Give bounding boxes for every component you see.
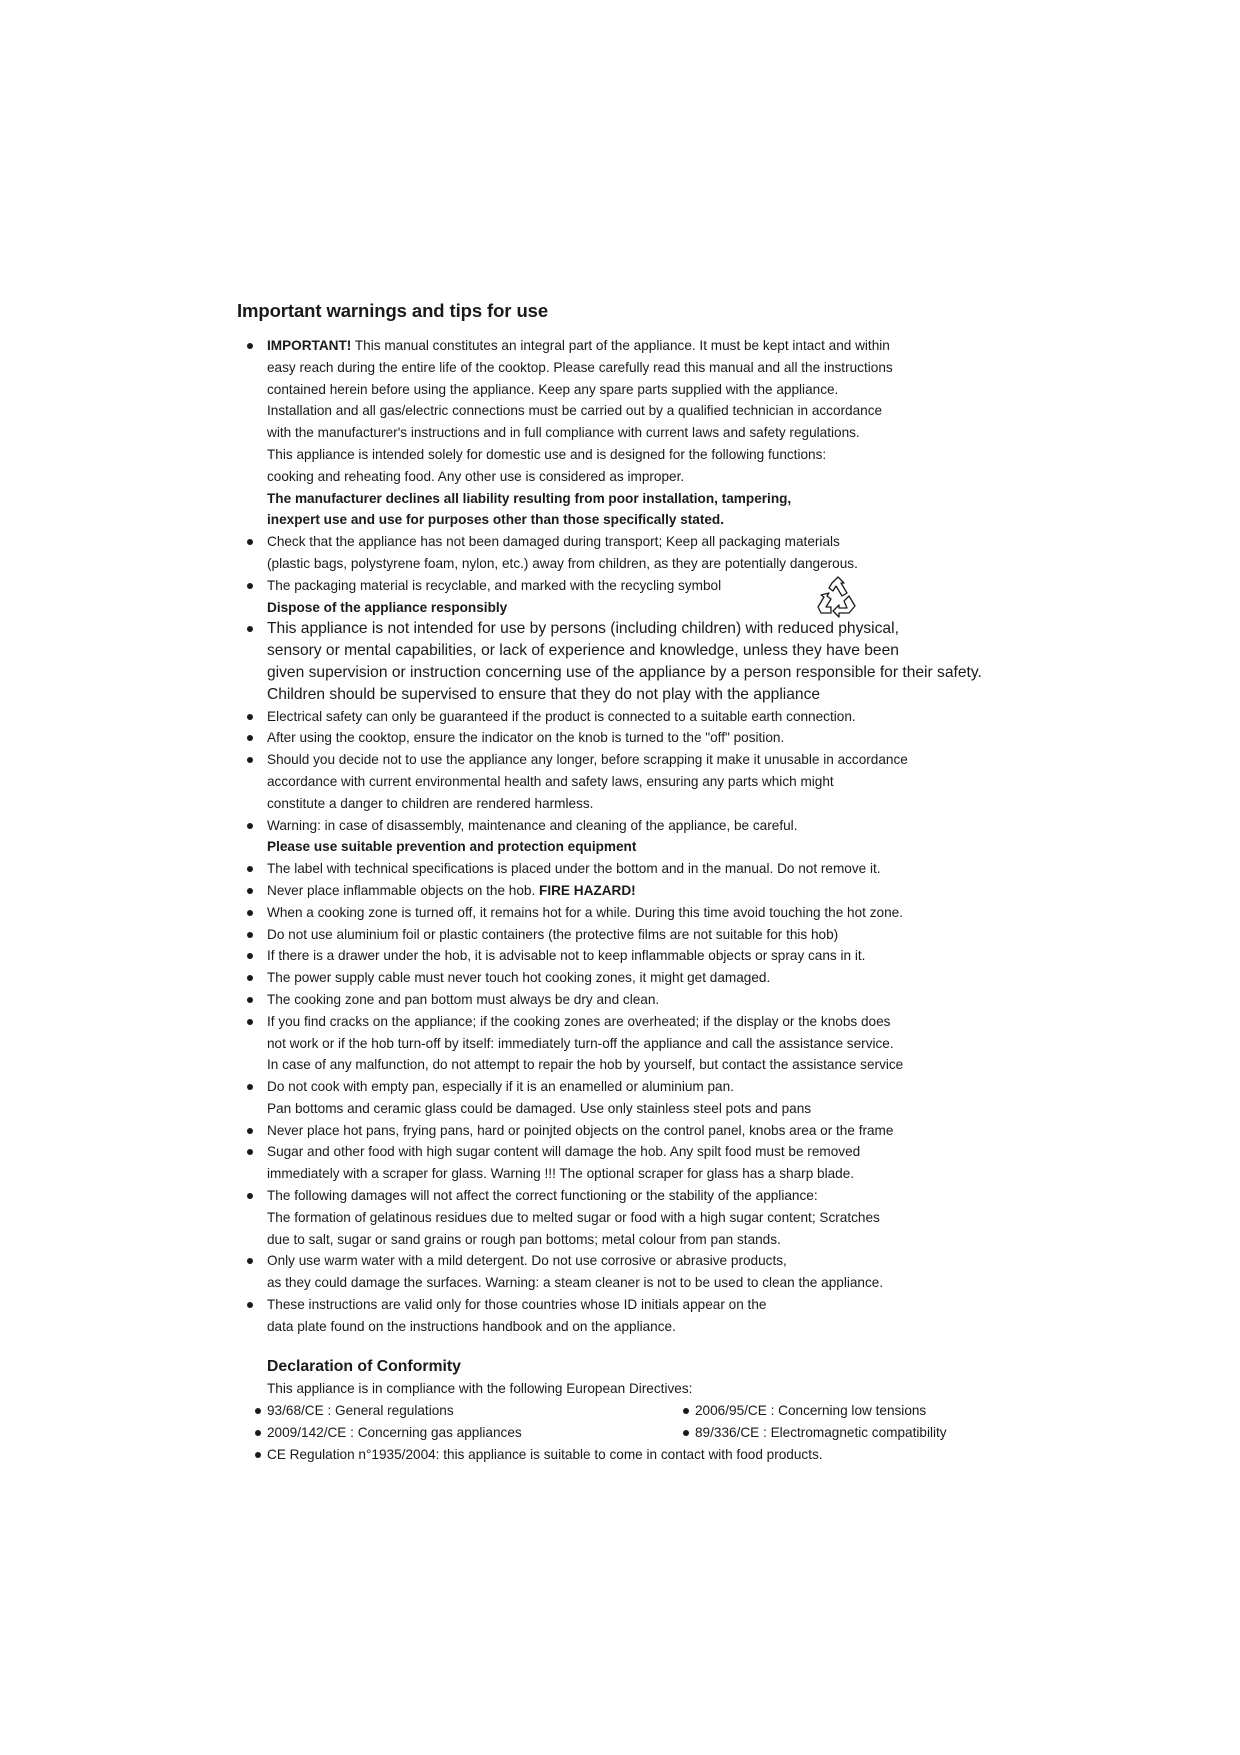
directive-item: 2006/95/CE : Concerning low tensions bbox=[695, 1400, 926, 1422]
warning-line: Electrical safety can only be guaranteed if the product is connected to a suitable earth connection. bbox=[267, 708, 856, 724]
warning-item bbox=[267, 945, 1167, 967]
warning-item bbox=[267, 924, 1167, 946]
warning-item bbox=[267, 706, 1167, 728]
warning-line: IMPORTANT! This manual constitutes an integral part of the appliance. It must be kept intact and within bbox=[267, 338, 890, 353]
warning-line: These instructions are valid only for those countries whose ID initials appear on the bbox=[267, 1297, 767, 1313]
warning-item bbox=[267, 575, 1167, 619]
warning-item bbox=[267, 902, 1167, 924]
warning-item bbox=[267, 749, 1167, 814]
warning-line: This appliance is intended solely for domestic use and is designed for the following functions: bbox=[267, 446, 827, 462]
directive-row bbox=[267, 1400, 1167, 1422]
warning-item bbox=[267, 967, 1167, 989]
warning-line: given supervision or instruction concerning use of the appliance by a person responsible for their safety. bbox=[267, 663, 982, 681]
warning-line: The packaging material is recyclable, and marked with the recycling symbol bbox=[267, 577, 722, 593]
warning-item bbox=[267, 1250, 1167, 1294]
warning-item bbox=[267, 618, 1167, 705]
declaration-of-conformity bbox=[267, 1357, 1167, 1466]
warning-line: data plate found on the instructions handbook and on the appliance. bbox=[267, 1318, 676, 1334]
warning-line: The label with technical specifications is placed under the bottom and in the manual. Do not remove it. bbox=[267, 861, 881, 877]
directives-list bbox=[267, 1400, 1167, 1466]
warning-line: Sugar and other food with high sugar content will damage the hob. Any spilt food must be removed bbox=[267, 1144, 861, 1160]
warning-line: immediately with a scraper for glass. Warning !!! The optional scraper for glass has a sharp blade. bbox=[267, 1166, 855, 1182]
warning-item bbox=[267, 1076, 1167, 1120]
recycling-symbol-icon bbox=[815, 575, 861, 619]
warning-item bbox=[267, 1185, 1167, 1250]
warnings-list bbox=[267, 335, 1167, 1338]
warning-line: The cooking zone and pan bottom must always be dry and clean. bbox=[267, 991, 660, 1007]
warning-line: In case of any malfunction, do not attempt to repair the hob by yourself, but contact the assistance service bbox=[267, 1057, 904, 1073]
warning-line: Do not cook with empty pan, especially if it is an enamelled or aluminium pan. bbox=[267, 1079, 734, 1095]
declaration-title: Declaration of Conformity bbox=[267, 1358, 461, 1375]
directive-item: CE Regulation n°1935/2004: this appliance is suitable to come in contact with food products. bbox=[267, 1444, 823, 1466]
warning-line: The following damages will not affect the correct functioning or the stability of the appliance: bbox=[267, 1188, 818, 1204]
warning-item bbox=[267, 858, 1167, 880]
warning-line: due to salt, sugar or sand grains or rough pan bottoms; metal colour from pan stands. bbox=[267, 1231, 781, 1247]
warning-line: Only use warm water with a mild detergent. Do not use corrosive or abrasive products, bbox=[267, 1253, 787, 1269]
directive-row bbox=[267, 1422, 1167, 1444]
warning-line: If there is a drawer under the hob, it is advisable not to keep inflammable objects or spray cans in it. bbox=[267, 948, 866, 964]
warning-item bbox=[267, 1011, 1167, 1076]
page-title: Important warnings and tips for use bbox=[237, 300, 549, 321]
warning-line: cooking and reheating food. Any other use is considered as improper. bbox=[267, 468, 685, 484]
warning-item bbox=[267, 1120, 1167, 1142]
warning-line: Installation and all gas/electric connections must be carried out by a qualified technician in accordance bbox=[267, 403, 883, 419]
warning-line: If you find cracks on the appliance; if the cooking zones are overheated; if the display or the knobs does bbox=[267, 1013, 891, 1029]
declaration-intro: This appliance is in compliance with the following European Directives: bbox=[267, 1381, 693, 1396]
directive-item: 93/68/CE : General regulations bbox=[267, 1400, 454, 1422]
fire-hazard-label: FIRE HAZARD! bbox=[539, 882, 636, 898]
warning-line: Do not use aluminium foil or plastic containers (the protective films are not suitable for this hob) bbox=[267, 926, 839, 942]
warning-line: Children should be supervised to ensure that they do not play with the appliance bbox=[267, 685, 821, 703]
warning-line: Dispose of the appliance responsibly bbox=[267, 599, 508, 615]
important-label: IMPORTANT! bbox=[267, 338, 352, 353]
warning-item bbox=[267, 727, 1167, 749]
warning-line: as they could damage the surfaces. Warning: a steam cleaner is not to be used to clean the appliance. bbox=[267, 1275, 884, 1291]
warning-line: contained herein before using the appliance. Keep any spare parts supplied with the appliance. bbox=[267, 381, 839, 397]
warning-line: Never place inflammable objects on the hob. FIRE HAZARD! bbox=[267, 882, 636, 898]
warning-line: Please use suitable prevention and protection equipment bbox=[267, 839, 637, 855]
warning-line: not work or if the hob turn-off by itself: immediately turn-off the appliance and call the assistance service. bbox=[267, 1035, 894, 1051]
warning-line: This appliance is not intended for use by persons (including children) with reduced physical, bbox=[267, 620, 899, 638]
warning-item bbox=[267, 880, 1167, 902]
directive-item: 2009/142/CE : Concerning gas appliances bbox=[267, 1422, 522, 1444]
warning-item bbox=[267, 1141, 1167, 1185]
warning-line: with the manufacturer's instructions and in full compliance with current laws and safety regulations. bbox=[267, 425, 860, 441]
warning-line: Should you decide not to use the appliance any longer, before scrapping it make it unusable in accordance bbox=[267, 752, 908, 768]
warning-item bbox=[267, 335, 1167, 531]
warning-line: Never place hot pans, frying pans, hard or poinjted objects on the control panel, knobs area or the frame bbox=[267, 1122, 894, 1138]
warning-line: (plastic bags, polystyrene foam, nylon, etc.) away from children, as they are potentially dangerous. bbox=[267, 555, 858, 571]
warning-line: The manufacturer declines all liability resulting from poor installation, tampering, bbox=[267, 490, 792, 506]
warning-line: easy reach during the entire life of the cooktop. Please carefully read this manual and all the instructions bbox=[267, 359, 893, 375]
warning-line: When a cooking zone is turned off, it remains hot for a while. During this time avoid touching the hot zone. bbox=[267, 904, 903, 920]
warning-line: accordance with current environmental health and safety laws, ensuring any parts which might bbox=[267, 773, 834, 789]
warning-line: Check that the appliance has not been damaged during transport; Keep all packaging materials bbox=[267, 534, 840, 550]
warning-line: After using the cooktop, ensure the indicator on the knob is turned to the "off" position. bbox=[267, 730, 785, 746]
warning-item bbox=[267, 989, 1167, 1011]
directive-row bbox=[267, 1444, 1167, 1466]
warning-line: Warning: in case of disassembly, maintenance and cleaning of the appliance, be careful. bbox=[267, 817, 798, 833]
warning-item bbox=[267, 815, 1167, 859]
warning-line: The formation of gelatinous residues due to melted sugar or food with a high sugar content; Scratches bbox=[267, 1209, 880, 1225]
warning-line: inexpert use and use for purposes other than those specifically stated. bbox=[267, 512, 725, 528]
warning-line: The power supply cable must never touch hot cooking zones, it might get damaged. bbox=[267, 970, 771, 986]
directive-item: 89/336/CE : Electromagnetic compatibility bbox=[695, 1422, 947, 1444]
warning-line: sensory or mental capabilities, or lack of experience and knowledge, unless they have been bbox=[267, 642, 899, 660]
warning-item bbox=[267, 531, 1167, 575]
warning-line: Pan bottoms and ceramic glass could be damaged. Use only stainless steel pots and pans bbox=[267, 1100, 812, 1116]
warning-item bbox=[267, 1294, 1167, 1338]
warning-line: constitute a danger to children are rendered harmless. bbox=[267, 795, 594, 811]
